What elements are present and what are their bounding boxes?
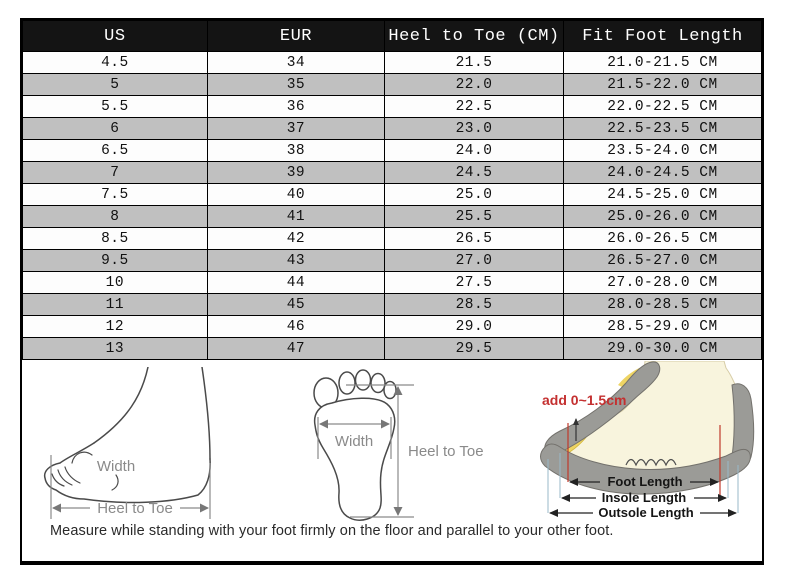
table-cell: 24.0-24.5 CM (563, 162, 761, 184)
table-cell: 5 (23, 74, 208, 96)
side-foot-width-label: Width (96, 458, 136, 475)
table-row (23, 228, 762, 250)
table-row (23, 96, 762, 118)
table-cell: 22.0 (385, 74, 564, 96)
table-row (23, 52, 762, 74)
table-row (23, 162, 762, 184)
table-cell: 22.0-22.5 CM (563, 96, 761, 118)
table-cell: 45 (207, 294, 384, 316)
table-cell: 24.5-25.0 CM (563, 184, 761, 206)
table-cell: 10 (23, 272, 208, 294)
insole-length-label: Insole Length (601, 490, 687, 505)
table-cell: 25.0-26.0 CM (563, 206, 761, 228)
table-cell: 44 (207, 272, 384, 294)
side-foot-outline (45, 367, 210, 502)
table-cell: 22.5 (385, 96, 564, 118)
table-cell: 26.0-26.5 CM (563, 228, 761, 250)
toe-allowance-label: add 0~1.5cm (542, 392, 627, 408)
footprint-length-label: Heel to Toe (408, 443, 484, 460)
size-conversion-table (22, 20, 762, 360)
table-cell: 4.5 (23, 52, 208, 74)
table-cell: 42 (207, 228, 384, 250)
table-head (23, 21, 762, 52)
side-foot-diagram (30, 367, 260, 525)
table-row (23, 272, 762, 294)
table-header-row (23, 21, 762, 52)
table-cell: 23.5-24.0 CM (563, 140, 761, 162)
table-cell: 43 (207, 250, 384, 272)
table-cell: 29.5 (385, 338, 564, 360)
side-foot-measure (51, 455, 210, 519)
table-cell: 28.5 (385, 294, 564, 316)
table-cell: 40 (207, 184, 384, 206)
table-row (23, 118, 762, 140)
table-cell: 21.0-21.5 CM (563, 52, 761, 74)
size-table-body (23, 52, 762, 360)
table-cell: 24.5 (385, 162, 564, 184)
table-cell: 26.5-27.0 CM (563, 250, 761, 272)
table-cell: 41 (207, 206, 384, 228)
table-row (23, 140, 762, 162)
table-cell: 8.5 (23, 228, 208, 250)
table-cell: 38 (207, 140, 384, 162)
table-cell: 28.0-28.5 CM (563, 294, 761, 316)
table-cell: 25.5 (385, 206, 564, 228)
table-cell: 24.0 (385, 140, 564, 162)
table-cell: 13 (23, 338, 208, 360)
table-cell: 6 (23, 118, 208, 140)
column-header: EUR (207, 21, 384, 52)
table-cell: 8 (23, 206, 208, 228)
table-cell: 29.0-30.0 CM (563, 338, 761, 360)
table-cell: 28.5-29.0 CM (563, 316, 761, 338)
table-cell: 11 (23, 294, 208, 316)
column-header: US (23, 21, 208, 52)
table-cell: 5.5 (23, 96, 208, 118)
table-cell: 21.5-22.0 CM (563, 74, 761, 96)
table-row (23, 316, 762, 338)
table-cell: 7.5 (23, 184, 208, 206)
table-cell: 35 (207, 74, 384, 96)
footprint-diagram (288, 367, 528, 525)
table-cell: 26.5 (385, 228, 564, 250)
table-cell: 9.5 (23, 250, 208, 272)
measurement-instruction: Measure while standing with your foot firmly on the floor and parallel to your other foot. (50, 523, 614, 539)
table-cell: 36 (207, 96, 384, 118)
foot-length-label: Foot Length (607, 474, 683, 489)
table-cell: 7 (23, 162, 208, 184)
footprint-width-label: Width (334, 433, 374, 450)
table-cell: 39 (207, 162, 384, 184)
table-row (23, 250, 762, 272)
measurement-diagrams (22, 361, 762, 561)
table-row (23, 206, 762, 228)
table-row (23, 294, 762, 316)
table-cell: 27.0-28.0 CM (563, 272, 761, 294)
table-cell: 6.5 (23, 140, 208, 162)
table-row (23, 74, 762, 96)
table-cell: 21.5 (385, 52, 564, 74)
table-cell: 37 (207, 118, 384, 140)
table-cell: 27.5 (385, 272, 564, 294)
table-cell: 23.0 (385, 118, 564, 140)
table-cell: 22.5-23.5 CM (563, 118, 761, 140)
table-cell: 25.0 (385, 184, 564, 206)
table-cell: 34 (207, 52, 384, 74)
column-header: Heel to Toe (CM) (385, 21, 564, 52)
table-cell: 29.0 (385, 316, 564, 338)
table-row (23, 184, 762, 206)
shoe-diagram (538, 361, 780, 547)
size-chart-frame (20, 18, 764, 565)
table-cell: 46 (207, 316, 384, 338)
table-cell: 47 (207, 338, 384, 360)
side-foot-length-label: Heel to Toe (97, 500, 173, 517)
table-cell: 12 (23, 316, 208, 338)
outsole-length-label: Outsole Length (598, 505, 694, 520)
table-row (23, 338, 762, 360)
column-header: Fit Foot Length (563, 21, 761, 52)
table-cell: 27.0 (385, 250, 564, 272)
